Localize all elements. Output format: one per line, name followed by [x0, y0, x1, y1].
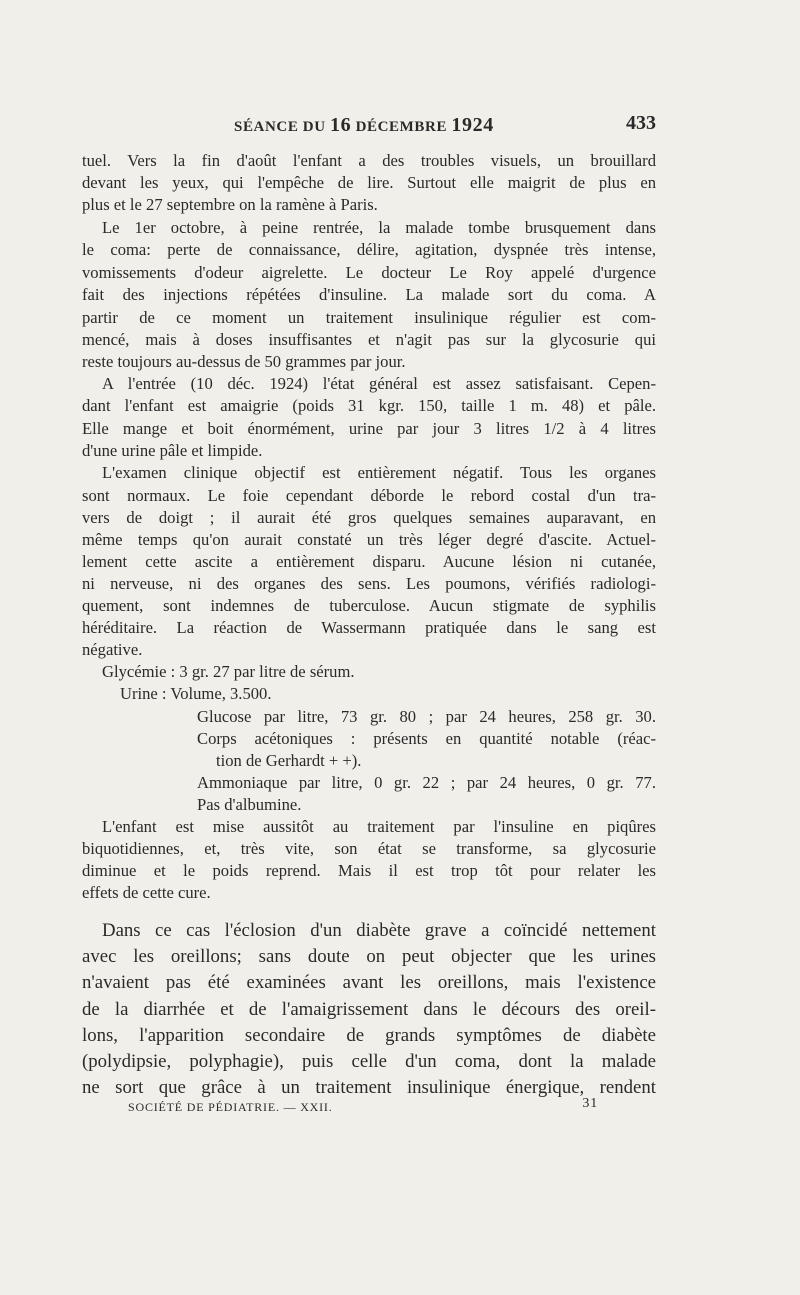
- body-line: Le 1er octobre, à peine rentrée, la malade tombe brusquement dans: [102, 218, 656, 237]
- large-text-line: n'avaient pas été examinées avant les oreillons, mais l'existence: [82, 972, 656, 993]
- body-line: d'une urine pâle et limpide.: [82, 441, 263, 460]
- body-line: effets de cette cure.: [82, 883, 211, 902]
- body-line: vomissements d'odeur aigrelette. Le docteur Le Roy appelé d'urgence: [82, 263, 656, 282]
- body-line: devant les yeux, qui l'empêche de lire. Surtout elle maigrit de plus en: [82, 173, 656, 192]
- large-text-line: (polydipsie, polyphagie), puis celle d'un coma, dont la malade: [82, 1051, 656, 1072]
- body-line: Corps acétoniques : présents en quantité notable (réac-: [197, 729, 656, 748]
- body-line: Urine : Volume, 3.500.: [120, 684, 272, 703]
- body-line: ni nerveuse, ni des organes des sens. Les poumons, vérifiés radiologi-: [82, 574, 656, 593]
- large-text-line: ne sort que grâce à un traitement insulinique énergique, rendent: [82, 1077, 656, 1098]
- header-title: [234, 114, 494, 137]
- large-text-line: de la diarrhée et de l'amaigrissement dans le décours des oreil-: [82, 999, 656, 1020]
- body-line: lement cette ascite a entièrement disparu. Aucune lésion ni cutanée,: [82, 552, 656, 571]
- body-line: quement, sont indemnes de tuberculose. Aucun stigmate de syphilis: [82, 596, 656, 615]
- body-line: tuel. Vers la fin d'août l'enfant a des troubles visuels, un brouillard: [82, 151, 656, 170]
- body-line: sont normaux. Le foie cependant déborde le rebord costal d'un tra-: [82, 486, 656, 505]
- body-line: reste toujours au-dessus de 50 grammes par jour.: [82, 352, 406, 371]
- header-title-day: 16: [330, 114, 352, 136]
- body-line: le coma: perte de connaissance, délire, agitation, dyspnée très intense,: [82, 240, 656, 259]
- large-text-line: Dans ce cas l'éclosion d'un diabète grave a coïncidé nettement: [102, 920, 656, 941]
- body-line: fait des injections répétées d'insuline. La malade sort du coma. A: [82, 285, 656, 304]
- header-title-pre: SÉANCE DU: [234, 119, 331, 135]
- body-line: vers de doigt ; il aurait été gros quelques semaines auparavant, en: [82, 508, 656, 527]
- body-line: biquotidiennes, et, très vite, son état se transforme, sa glycosurie: [82, 839, 656, 858]
- sheet-number: 31: [582, 1096, 598, 1111]
- body-line: L'examen clinique objectif est entièrement négatif. Tous les organes: [102, 463, 656, 482]
- body-line: L'enfant est mise aussitôt au traitement par l'insuline en piqûres: [102, 817, 656, 836]
- body-line: tion de Gerhardt + +).: [216, 751, 362, 770]
- running-header: [82, 114, 656, 138]
- footer-signature: SOCIÉTÉ DE PÉDIATRIE. — XXII.: [128, 1100, 333, 1114]
- body-line: Elle mange et boit énormément, urine par jour 3 litres 1/2 à 4 litres: [82, 419, 656, 438]
- body-line: Pas d'albumine.: [197, 795, 302, 814]
- body-line: partir de ce moment un traitement insulinique régulier est com-: [82, 308, 656, 327]
- header-title-month: DÉCEMBRE: [351, 119, 452, 135]
- body-line: plus et le 27 septembre on la ramène à Paris.: [82, 195, 378, 214]
- large-text-line: lons, l'apparition secondaire de grands symptômes de diabète: [82, 1025, 656, 1046]
- body-line: dant l'enfant est amaigrie (poids 31 kgr. 150, taille 1 m. 48) et pâle.: [82, 396, 656, 415]
- body-line: négative.: [82, 640, 143, 659]
- large-text-line: avec les oreillons; sans doute on peut objecter que les urines: [82, 946, 656, 967]
- body-line: Glucose par litre, 73 gr. 80 ; par 24 heures, 258 gr. 30.: [197, 707, 656, 726]
- body-line: même temps qu'on aurait constaté un très léger degré d'ascite. Actuel-: [82, 530, 656, 549]
- body-line: mencé, mais à doses insuffisantes et n'agit pas sur la glycosurie qui: [82, 330, 656, 349]
- body-line: héréditaire. La réaction de Wassermann pratiquée dans le sang est: [82, 618, 656, 637]
- header-title-year: 1924: [451, 114, 494, 136]
- body-line: Glycémie : 3 gr. 27 par litre de sérum.: [102, 662, 355, 681]
- body-line: Ammoniaque par litre, 0 gr. 22 ; par 24 heures, 0 gr. 77.: [197, 773, 656, 792]
- page-number: 433: [626, 112, 656, 134]
- body-line: diminue et le poids reprend. Mais il est trop tôt pour relater les: [82, 861, 656, 880]
- body-line: A l'entrée (10 déc. 1924) l'état général est assez satisfaisant. Cepen-: [102, 374, 656, 393]
